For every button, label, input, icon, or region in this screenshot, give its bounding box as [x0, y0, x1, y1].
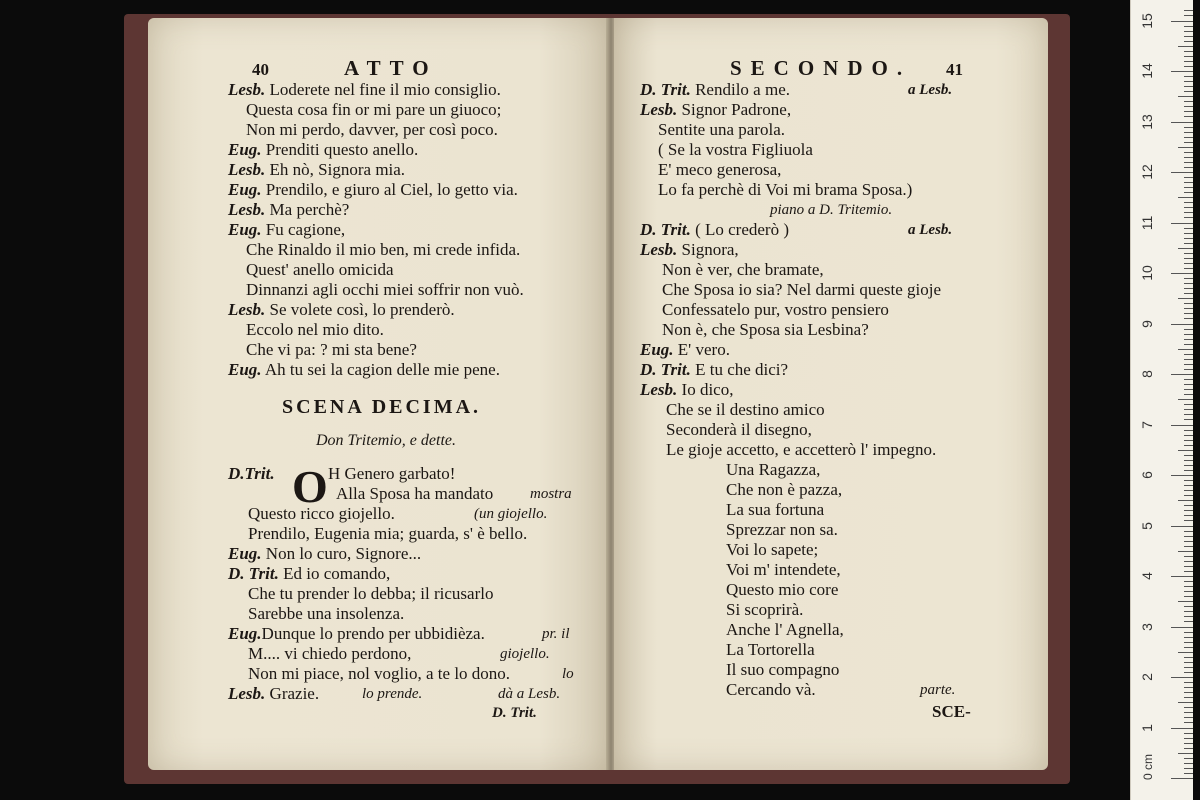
ruler-tick [1184, 127, 1193, 128]
scene-title: SCENA DECIMA. [282, 396, 482, 418]
ruler-number: 2 [1139, 673, 1155, 681]
stage-direction: giojello. [500, 646, 550, 662]
ruler-tick [1184, 692, 1193, 693]
ruler-tick [1184, 339, 1193, 340]
ruler-tick [1178, 248, 1193, 249]
stage-direction: D. Trit. [492, 705, 537, 721]
ruler-tick [1171, 172, 1193, 173]
aria-line: Voi lo sapete; [726, 540, 819, 559]
dialogue-line: Che tu prender lo debba; il ricusarlo [248, 584, 494, 603]
ruler-tick [1184, 637, 1193, 638]
ruler-tick [1184, 561, 1193, 562]
ruler-tick [1184, 212, 1193, 213]
ruler-tick [1184, 556, 1193, 557]
ruler-tick [1184, 430, 1193, 431]
ruler-tick [1184, 26, 1193, 27]
ruler-tick [1184, 667, 1193, 668]
ruler-tick [1184, 334, 1193, 335]
ruler-tick [1184, 354, 1193, 355]
ruler-tick [1171, 374, 1193, 375]
aria-line: Questo mio core [726, 580, 839, 599]
dialogue-line: ( Se la vostra Figliuola [658, 140, 813, 159]
ruler-tick [1184, 510, 1193, 511]
aria-line: Una Ragazza, [726, 460, 821, 479]
ruler-tick [1184, 485, 1193, 486]
stage-direction: (un giojello. [474, 506, 548, 522]
ruler-tick [1184, 470, 1193, 471]
ruler-tick [1184, 490, 1193, 491]
ruler-tick [1184, 41, 1193, 42]
ruler-tick [1184, 546, 1193, 547]
ruler-tick [1184, 238, 1193, 239]
aria-line: Sprezzar non sa. [726, 520, 838, 539]
aria-line: Che non è pazza, [726, 480, 843, 499]
ruler-number: 8 [1139, 370, 1155, 378]
dialogue-line: Sarebbe una insolenza. [248, 604, 405, 623]
ruler-tick [1184, 596, 1193, 597]
dialogue-line: Confessatelo pur, vostro pensiero [662, 300, 889, 319]
ruler-number: 5 [1139, 521, 1155, 530]
dialogue-line: Lesb. Eh nò, Signora mia. [228, 160, 406, 179]
ruler-tick [1184, 308, 1193, 309]
ruler-tick [1184, 116, 1193, 117]
ruler-tick [1171, 778, 1193, 779]
ruler-tick [1184, 419, 1193, 420]
ruler-tick [1184, 566, 1193, 567]
ruler-tick [1184, 152, 1193, 153]
ruler-tick [1184, 435, 1193, 436]
ruler-tick [1184, 642, 1193, 643]
ruler-tick [1184, 31, 1193, 32]
ruler-unit: 0 cm [1141, 753, 1156, 781]
ruler-number: 1 [1139, 723, 1155, 732]
ruler-tick [1184, 233, 1193, 234]
ruler-tick [1184, 657, 1193, 658]
ruler-tick [1171, 475, 1193, 476]
dialogue-line: Che Sposa io sia? Nel darmi queste gioje [662, 280, 942, 299]
ruler-tick [1184, 228, 1193, 229]
dialogue-line: Lesb. Signora, [640, 240, 739, 259]
ruler-tick [1184, 768, 1193, 769]
stage-direction: piano a D. Tritemio. [770, 202, 893, 218]
dialogue-line: Eug. Prendilo, e giuro al Ciel, lo getto via. [228, 180, 518, 199]
ruler-tick [1184, 217, 1193, 218]
ruler-tick [1184, 541, 1193, 542]
dialogue-line: Eccolo nel mio dito. [246, 320, 384, 339]
ruler-number: 7 [1139, 420, 1155, 429]
ruler-number: 12 [1139, 164, 1155, 180]
ruler-tick [1184, 101, 1193, 102]
ruler-tick [1178, 702, 1193, 703]
ruler-tick [1184, 86, 1193, 87]
ruler-tick [1184, 318, 1193, 319]
ruler-tick [1178, 147, 1193, 148]
ruler-tick [1184, 581, 1193, 582]
dialogue-line: Lesb. Io dico, [640, 380, 734, 399]
dialogue-line: Lesb. Grazie. [228, 684, 320, 703]
dialogue-line: Le gioje accetto, e accetterò l' impegno. [666, 440, 937, 459]
ruler-tick [1184, 313, 1193, 314]
ruler-tick [1184, 293, 1193, 294]
ruler-tick [1184, 263, 1193, 264]
ruler-tick [1184, 132, 1193, 133]
dialogue-line: Lesb. Ma perchè? [228, 200, 350, 219]
dialogue-line: Che vi pa: ? mi sta bene? [246, 340, 417, 359]
ruler-tick [1178, 753, 1193, 754]
dialogue-line: Eug.Dunque lo prendo per ubbidièza. [228, 624, 485, 643]
ruler-tick [1184, 505, 1193, 506]
ruler-number: 15 [1139, 12, 1155, 29]
ruler-tick [1184, 738, 1193, 739]
ruler-tick [1178, 450, 1193, 451]
ruler-tick [1184, 748, 1193, 749]
dialogue-line: Questa cosa fin or mi pare un giuoco; [246, 100, 502, 119]
dialogue-line: H Genero garbato! [328, 464, 456, 483]
ruler-tick [1184, 733, 1193, 734]
ruler-tick [1184, 162, 1193, 163]
right-page [614, 18, 1048, 770]
page-number-right: 41 [946, 60, 963, 79]
ruler-tick [1184, 329, 1193, 330]
dialogue-line: Quest' anello omicida [246, 260, 394, 279]
ruler-tick [1184, 243, 1193, 244]
dialogue-line: Lo fa perchè di Voi mi brama Sposa.) [658, 180, 913, 199]
dialogue-line: Eug. E' vero. [640, 340, 730, 359]
ruler-tick [1184, 344, 1193, 345]
ruler-tick [1178, 551, 1193, 552]
ruler-tick [1184, 515, 1193, 516]
ruler-tick [1184, 409, 1193, 410]
ruler-tick [1184, 379, 1193, 380]
ruler-tick [1184, 36, 1193, 37]
dialogue-line: D. Trit. Rendilo a me. [640, 80, 790, 99]
dialogue-line: Non mi perdo, davver, per così poco. [246, 120, 498, 139]
ruler-tick [1184, 404, 1193, 405]
ruler-tick [1171, 526, 1193, 527]
dialogue-line: M.... vi chiedo perdono, [248, 644, 412, 663]
ruler-tick [1184, 81, 1193, 82]
ruler-number: 11 [1139, 215, 1155, 230]
dialogue-line: Sentite una parola. [658, 120, 785, 139]
aria-line: Cercando và. [726, 680, 816, 699]
ruler-tick [1184, 647, 1193, 648]
ruler-tick [1184, 687, 1193, 688]
drop-capital: O [292, 461, 328, 512]
ruler-tick [1178, 46, 1193, 47]
dialogue-line: Eug. Non lo curo, Signore... [228, 544, 422, 563]
ruler-tick [1171, 627, 1193, 628]
dialogue-line: Lesb. Signor Padrone, [640, 100, 792, 119]
ruler-tick [1184, 445, 1193, 446]
dialogue-line: Non è, che Sposa sia Lesbina? [662, 320, 869, 339]
ruler-tick [1184, 384, 1193, 385]
ruler-tick [1184, 758, 1193, 759]
stage-direction: mostra [530, 486, 572, 502]
ruler-tick [1184, 763, 1193, 764]
ruler-tick [1184, 182, 1193, 183]
ruler-tick [1184, 682, 1193, 683]
ruler-tick [1184, 662, 1193, 663]
stage-direction: dà a Lesb. [498, 686, 561, 702]
ruler-tick [1184, 460, 1193, 461]
ruler-tick [1184, 414, 1193, 415]
ruler-tick [1178, 96, 1193, 97]
dialogue-line: Eug. Ah tu sei la cagion delle mie pene. [228, 360, 500, 379]
ruler-tick [1184, 137, 1193, 138]
dialogue-line: Che se il destino amico [666, 400, 825, 419]
stage-direction: lo [562, 666, 574, 682]
ruler-tick [1171, 71, 1193, 72]
ruler-tick [1178, 298, 1193, 299]
ruler-tick [1184, 91, 1193, 92]
ruler-tick [1184, 632, 1193, 633]
ruler-tick [1184, 531, 1193, 532]
aria-line: Voi m' intendete, [726, 560, 841, 579]
dialogue-line: Lesb. Loderete nel fine il mio consiglio. [228, 80, 501, 99]
ruler-tick [1184, 571, 1193, 572]
ruler-tick [1184, 364, 1193, 365]
dialogue-line: Che Rinaldo il mio ben, mi crede infida. [246, 240, 521, 259]
ruler-tick [1184, 621, 1193, 622]
ruler-tick [1171, 425, 1193, 426]
ruler-tick [1184, 66, 1193, 67]
ruler-tick [1184, 106, 1193, 107]
ruler-tick [1184, 56, 1193, 57]
dialogue-line: Eug. Prenditi questo anello. [228, 140, 419, 159]
stage-direction: a Lesb. [908, 222, 953, 238]
ruler-tick [1184, 520, 1193, 521]
scene-cast: Don Tritemio, e dette. [316, 432, 456, 449]
dialogue-line: E' meco generosa, [658, 160, 782, 179]
page-number-left: 40 [252, 60, 269, 79]
aria-line: Si scoprirà. [726, 600, 804, 619]
ruler-tick [1184, 465, 1193, 466]
ruler-tick [1184, 258, 1193, 259]
ruler-tick [1184, 10, 1193, 11]
ruler-tick [1184, 717, 1193, 718]
stage-direction: a Lesb. [908, 82, 953, 98]
ruler-tick [1184, 672, 1193, 673]
ruler-tick [1184, 303, 1193, 304]
ruler-tick [1184, 707, 1193, 708]
ruler-tick [1184, 440, 1193, 441]
ruler-tick [1184, 697, 1193, 698]
ruler-tick [1184, 606, 1193, 607]
ruler-tick [1184, 394, 1193, 395]
ruler-tick [1184, 288, 1193, 289]
ruler-tick [1184, 591, 1193, 592]
dialogue-line: D. Trit. ( Lo crederò ) [640, 220, 790, 239]
ruler-tick [1184, 111, 1193, 112]
left-page [148, 18, 608, 770]
ruler-tick [1178, 601, 1193, 602]
ruler-tick [1184, 495, 1193, 496]
ruler-tick [1184, 773, 1193, 774]
ruler-tick [1171, 223, 1193, 224]
dialogue-line: Seconderà il disegno, [666, 420, 812, 439]
ruler-tick [1184, 536, 1193, 537]
ruler-tick [1184, 616, 1193, 617]
ruler-tick [1178, 652, 1193, 653]
stage-direction: lo prende. [362, 686, 423, 702]
ruler-number: 3 [1139, 622, 1155, 631]
aria-line: La sua fortuna [726, 500, 825, 519]
ruler-tick [1171, 677, 1193, 678]
ruler-number: 13 [1139, 113, 1155, 130]
ruler-tick [1184, 743, 1193, 744]
dialogue-line: Dinnanzi agli occhi miei soffrir non vuò. [246, 280, 524, 299]
ruler-tick [1184, 253, 1193, 254]
ruler-number: 14 [1139, 63, 1155, 79]
ruler-tick [1184, 15, 1193, 16]
ruler-tick [1171, 21, 1193, 22]
ruler-tick [1178, 399, 1193, 400]
ruler-tick [1171, 324, 1193, 325]
ruler-tick [1184, 177, 1193, 178]
ruler-tick [1184, 712, 1193, 713]
ruler-tick [1184, 480, 1193, 481]
ruler-tick [1184, 369, 1193, 370]
ruler-tick [1184, 722, 1193, 723]
dialogue-line: D. Trit. E tu che dici? [640, 360, 789, 379]
ruler-tick [1178, 500, 1193, 501]
dialogue-line: Non è ver, che bramate, [662, 260, 824, 279]
ruler-tick [1184, 586, 1193, 587]
dialogue-line: Questo ricco giojello. [248, 504, 395, 523]
ruler-tick [1184, 359, 1193, 360]
ruler-number: 9 [1139, 319, 1155, 328]
ruler-tick [1184, 207, 1193, 208]
measuring-ruler [1130, 0, 1193, 800]
dialogue-line: D.Trit. [228, 464, 275, 483]
aria-line: La Tortorella [726, 640, 815, 659]
ruler-tick [1184, 157, 1193, 158]
dialogue-line: Non mi piace, nol voglio, a te lo dono. [248, 664, 511, 683]
ruler-tick [1184, 167, 1193, 168]
ruler-number: 6 [1139, 471, 1155, 479]
ruler-tick [1171, 728, 1193, 729]
ruler-tick [1184, 268, 1193, 269]
ruler-tick [1184, 455, 1193, 456]
ruler-tick [1184, 278, 1193, 279]
dialogue-line: Alla Sposa ha mandato [336, 484, 494, 503]
ruler-tick [1184, 389, 1193, 390]
ruler-number: 4 [1139, 572, 1155, 580]
ruler-number: 10 [1139, 265, 1155, 281]
ruler-tick [1171, 273, 1193, 274]
ruler-tick [1184, 61, 1193, 62]
dialogue-line: D. Trit. Ed io comando, [228, 564, 391, 583]
ruler-tick [1184, 283, 1193, 284]
stage-direction: pr. il [542, 626, 570, 642]
ruler-tick [1184, 76, 1193, 77]
ruler-tick [1184, 202, 1193, 203]
ruler-tick [1184, 611, 1193, 612]
stage-direction: parte. [920, 682, 956, 698]
ruler-tick [1178, 197, 1193, 198]
ruler-tick [1184, 187, 1193, 188]
catchword: SCE- [932, 702, 971, 721]
dialogue-line: Lesb. Se volete così, lo prenderò. [228, 300, 455, 319]
dialogue-line: Eug. Fu cagione, [228, 220, 346, 239]
running-head-right: SECONDO. [730, 56, 912, 80]
ruler-tick [1184, 142, 1193, 143]
running-head-left: ATTO [344, 56, 438, 80]
dialogue-line: Prendilo, Eugenia mia; guarda, s' è bello. [248, 524, 528, 543]
ruler-tick [1184, 51, 1193, 52]
ruler-tick [1178, 349, 1193, 350]
ruler-tick [1171, 576, 1193, 577]
aria-line: Anche l' Agnella, [726, 620, 844, 639]
ruler-tick [1184, 192, 1193, 193]
ruler-tick [1171, 122, 1193, 123]
aria-line: Il suo compagno [726, 660, 840, 679]
